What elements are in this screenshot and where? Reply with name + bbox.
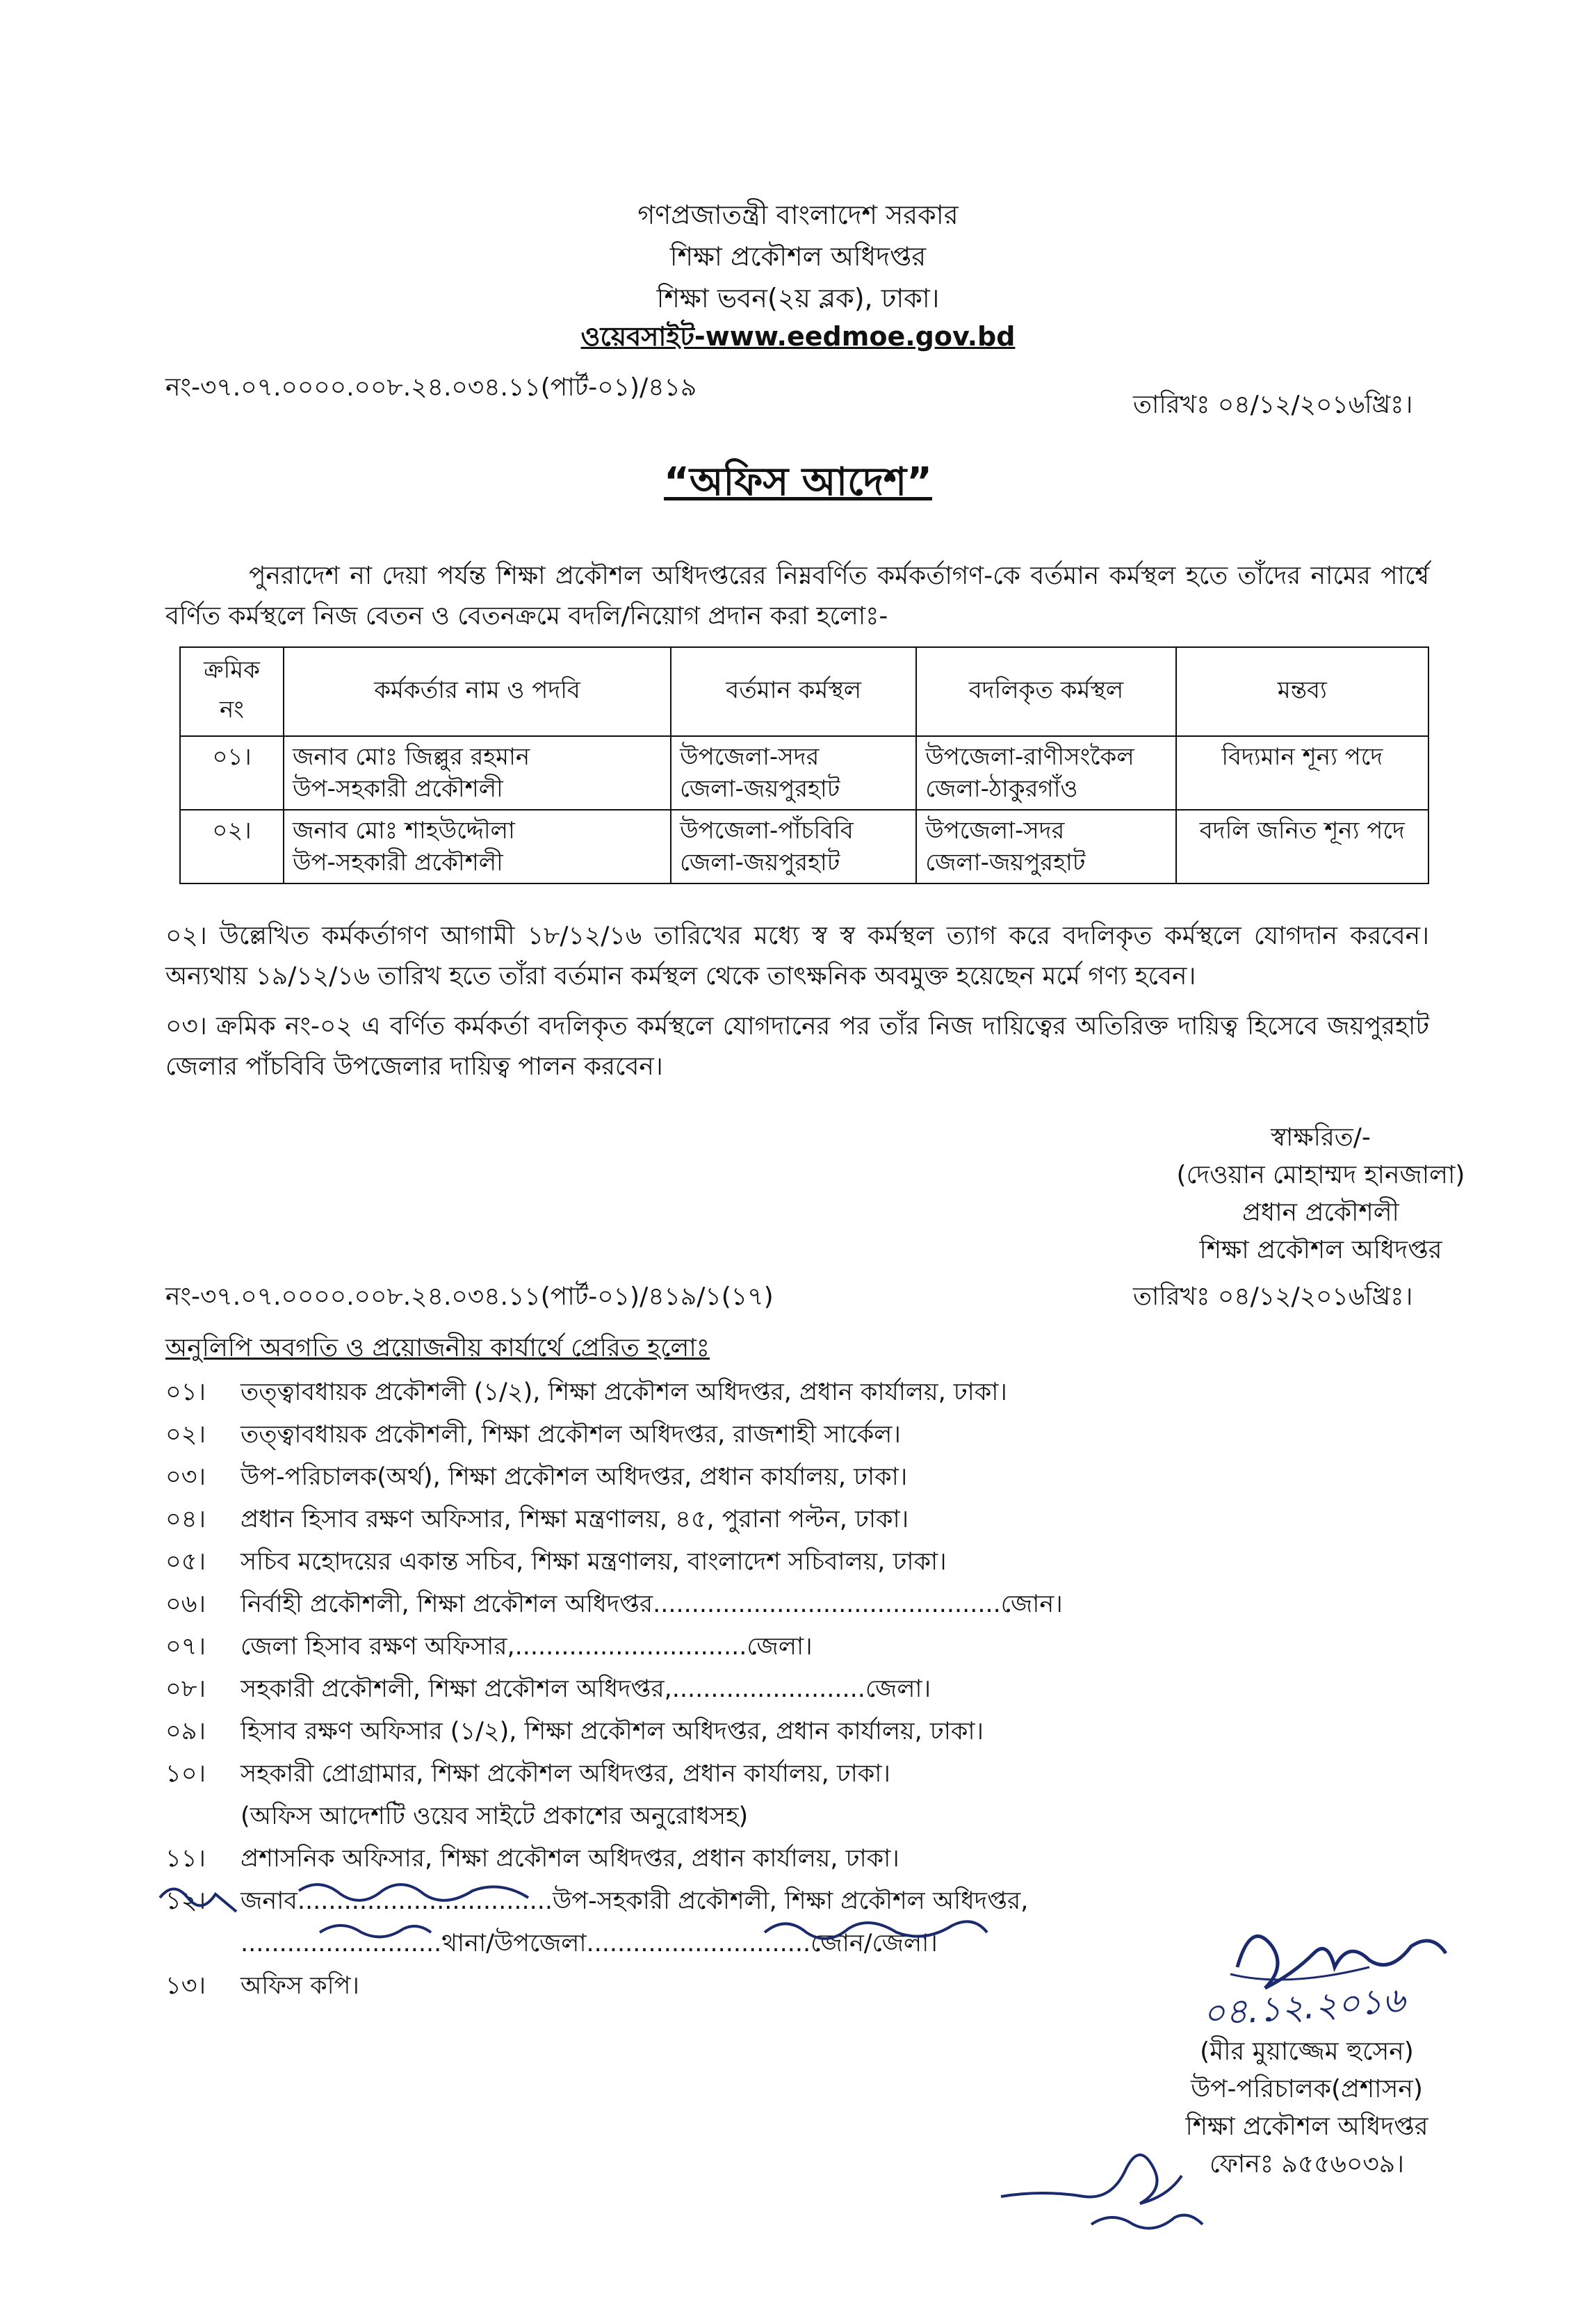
memo-number: নং-৩৭.০৭.০০০০.০০৮.২৪.০৩৪.১১(পার্ট-০১)/৪১৯ — [165, 373, 697, 402]
item-number: ০৭। — [165, 1633, 206, 1661]
row-name-cell — [284, 810, 671, 883]
header-department: শিক্ষা প্রকৌশল অধিদপ্তর — [669, 241, 927, 272]
row-new-cell — [916, 810, 1175, 883]
signature-block-chief — [1112, 1119, 1529, 1269]
officer-name: জনাব মোঃ জিল্লুর রহমান — [292, 743, 530, 771]
copy-memo-number: নং-৩৭.০৭.০০০০.০০৮.২৪.০৩৪.১১(পার্ট-০১)/৪১৯/১(১৭) — [165, 1282, 774, 1311]
item-text: অফিস কপি। — [241, 1972, 359, 2000]
item-text: সহকারী প্রকৌশলী, শিক্ষা প্রকৌশল অধিদপ্তর,.........................জেলা। — [241, 1675, 931, 1703]
list-item — [165, 1966, 1063, 2009]
list-item — [165, 1670, 1063, 1712]
item-text: (অফিস আদেশটি ওয়েব সাইটে প্রকাশের অনুরোধসহ) — [241, 1802, 749, 1830]
row-current-cell — [671, 810, 916, 883]
row-serial: ০২। — [180, 810, 284, 883]
item-number: ১২। — [165, 1887, 206, 1915]
current-upazila: উপজেলা-পাঁচবিবি — [680, 817, 854, 845]
new-upazila: উপজেলা-সদর — [925, 817, 1065, 845]
current-district: জেলা-জয়পুরহাট — [680, 849, 840, 877]
table-header-row — [180, 647, 1428, 736]
list-item — [165, 1839, 1063, 1882]
memo-date: তারিখঃ ০৪/১২/২০১৬খ্রিঃ। — [1133, 391, 1413, 419]
signatory-name: (মীর মুয়াজ্জেম হুসেন) — [1200, 2037, 1414, 2066]
officer-designation: উপ-সহকারী প্রকৌশলী — [292, 775, 503, 803]
new-district: জেলা-জয়পুরহাট — [925, 849, 1086, 877]
item-number: ০১। — [165, 1378, 206, 1406]
list-item — [165, 1415, 1063, 1458]
item-text: উপ-পরিচালক(অর্থ), শিক্ষা প্রকৌশল অধিদপ্তর, প্রধান কার্যালয়, ঢাকা। — [241, 1463, 908, 1491]
col-current-header: বর্তমান কর্মস্থল — [671, 647, 916, 736]
item-text: ..........................থানা/উপজেলা.............................জোন/জেলা। — [241, 1930, 938, 1957]
item-number: ০৪। — [165, 1506, 206, 1533]
handwritten-fill-in — [153, 1877, 1057, 1953]
list-item — [165, 1797, 1063, 1839]
transfer-table — [179, 646, 1429, 884]
item-number: ১১। — [165, 1845, 206, 1873]
item-text: প্রশাসনিক অফিসার, শিক্ষা প্রকৌশল অধিদপ্তর, প্রধান কার্যালয়, ঢাকা। — [241, 1845, 899, 1873]
item-text: নির্বাহী প্রকৌশলী, শিক্ষা প্রকৌশল অধিদপ্তর.............................................জোন। — [241, 1590, 1063, 1618]
item-number: ০৬। — [165, 1590, 206, 1618]
signatory-title: উপ-পরিচালক(প্রশাসন) — [1191, 2075, 1423, 2103]
list-item — [165, 1542, 1063, 1585]
table-row — [180, 736, 1428, 810]
col-new-header: বদলিকৃত কর্মস্থল — [916, 647, 1175, 736]
list-item — [165, 1754, 1063, 1797]
col-remark-header: মন্তব্য — [1176, 647, 1428, 736]
signed-note: স্বাক্ষরিত/- — [1271, 1123, 1371, 1152]
paragraph-2: ০২। উল্লেখিত কর্মকর্তাগণ আগামী ১৮/১২/১৬ তারিখের মধ্যে স্ব স্ব কর্মস্থল ত্যাগ করে বদলিকৃত কর্মস্থলে যোগদান করবেন। অন্যথায় ১৯/১২/১৬ তারিখ হতে তাঁরা বর্তমান কর্মস্থল থেকে তাৎক্ষনিক অবমুক্ত হয়েছেন মর্মে গণ্য হবেন। — [165, 922, 1429, 991]
signatory-name: (দেওয়ান মোহাম্মদ হানজালা) — [1176, 1161, 1465, 1189]
item-text: জনাব.................................উপ-সহকারী প্রকৌশলী, শিক্ষা প্রকৌশল অধিদপ্তর, — [241, 1887, 1029, 1915]
header-address: শিক্ষা ভবন(২য় ব্লক), ঢাকা। — [656, 283, 940, 313]
col-name-header: কর্মকর্তার নাম ও পদবি — [284, 647, 671, 736]
officer-name: জনাব মোঃ শাহউদ্দৌলা — [292, 817, 515, 845]
list-item — [165, 1500, 1063, 1542]
item-text: প্রধান হিসাব রক্ষণ অফিসার, শিক্ষা মন্ত্রণালয়, ৪৫, পুরানা পল্টন, ঢাকা। — [241, 1506, 909, 1533]
paragraph-3: ০৩। ক্রমিক নং-০২ এ বর্ণিত কর্মকর্তা বদলিকৃত কর্মস্থলে যোগদানের পর তাঁর নিজ দায়িত্বের অতিরিক্ত দায়িত্ব হিসেবে জয়পুরহাট জেলার পাঁচবিবি উপজেলার দায়িত্ব পালন করবেন। — [165, 1012, 1429, 1081]
item-number: ০৯। — [165, 1718, 206, 1745]
list-item — [165, 1712, 1063, 1754]
row-serial: ০১। — [180, 736, 284, 810]
list-item — [165, 1458, 1063, 1500]
signatory-phone: ফোনঃ ৯৫৫৬০৩৯। — [1209, 2150, 1404, 2178]
item-number: ০৫। — [165, 1548, 206, 1576]
list-item — [165, 1585, 1063, 1627]
copy-heading: অনুলিপি অবগতি ও প্রয়োজনীয় কার্যার্থে প্রেরিত হলোঃ — [165, 1334, 710, 1362]
signatory-office: শিক্ষা প্রকৌশল অধিদপ্তর — [1199, 1236, 1442, 1264]
item-number: ০২। — [165, 1421, 206, 1449]
order-title: “অফিস আদেশ” — [664, 459, 932, 505]
handwritten-date: ০৪.১২.২০১৬ — [1201, 1979, 1407, 2035]
item-text: তত্ত্বাবধায়ক প্রকৌশলী (১/২), শিক্ষা প্রকৌশল অধিদপ্তর, প্রধান কার্যালয়, ঢাকা। — [241, 1378, 1007, 1406]
row-new-cell — [916, 736, 1175, 810]
officer-designation: উপ-সহকারী প্রকৌশলী — [292, 849, 503, 877]
col-serial-header: ক্রমিক নং — [180, 647, 284, 736]
new-district: জেলা-ঠাকুরগাঁও — [925, 775, 1078, 803]
header-government: গণপ্রজাতন্ত্রী বাংলাদেশ সরকার — [637, 199, 959, 230]
item-text: হিসাব রক্ষণ অফিসার (১/২), শিক্ষা প্রকৌশল অধিদপ্তর, প্রধান কার্যালয়, ঢাকা। — [241, 1718, 984, 1745]
row-remark: বদলি জনিত শূন্য পদে — [1176, 810, 1428, 883]
initials-scribble — [987, 2127, 1265, 2252]
item-text: সচিব মহোদয়ের একান্ত সচিব, শিক্ষা মন্ত্রণালয়, বাংলাদেশ সচিবালয়, ঢাকা। — [241, 1548, 947, 1576]
row-name-cell — [284, 736, 671, 810]
signatory-title: প্রধান প্রকৌশলী — [1242, 1198, 1399, 1227]
list-item — [165, 1373, 1063, 1415]
item-text: সহকারী প্রোগ্রামার, শিক্ষা প্রকৌশল অধিদপ্তর, প্রধান কার্যালয়, ঢাকা। — [241, 1760, 890, 1788]
item-number: ১০। — [165, 1760, 206, 1788]
new-upazila: উপজেলা-রাণীসংকৈল — [925, 743, 1134, 771]
header-website: ওয়েবসাইট-www.eedmoe.gov.bd — [580, 321, 1016, 352]
signatory-office: শিক্ষা প্রকৌশল অধিদপ্তর — [1185, 2112, 1428, 2141]
item-number: ০৩। — [165, 1463, 206, 1491]
item-text: জেলা হিসাব রক্ষণ অফিসার,..............................জেলা। — [241, 1633, 813, 1661]
table-row — [180, 810, 1428, 883]
intro-paragraph: পুনরাদেশ না দেয়া পর্যন্ত শিক্ষা প্রকৌশল অধিদপ্তরের নিম্নবর্ণিত কর্মকর্তাগণ-কে বর্তমান কর্মস্থল হতে তাঁদের নামের পার্শ্বে বর্ণিত কর্মস্থলে নিজ বেতন ও বেতনক্রমে বদলি/নিয়োগ প্রদান করা হলোঃ- — [165, 562, 1429, 630]
row-remark: বিদ্যমান শূন্য পদে — [1176, 736, 1428, 810]
item-number: ০৮। — [165, 1675, 206, 1703]
current-district: জেলা-জয়পুরহাট — [680, 775, 840, 803]
row-current-cell — [671, 736, 916, 810]
item-text: তত্ত্বাবধায়ক প্রকৌশলী, শিক্ষা প্রকৌশল অধিদপ্তর, রাজশাহী সার্কেল। — [241, 1421, 901, 1449]
copy-memo-date: তারিখঃ ০৪/১২/২০১৬খ্রিঃ। — [1133, 1282, 1413, 1311]
item-number: ১৩। — [165, 1972, 206, 2000]
current-upazila: উপজেলা-সদর — [680, 743, 820, 771]
list-item — [165, 1627, 1063, 1670]
